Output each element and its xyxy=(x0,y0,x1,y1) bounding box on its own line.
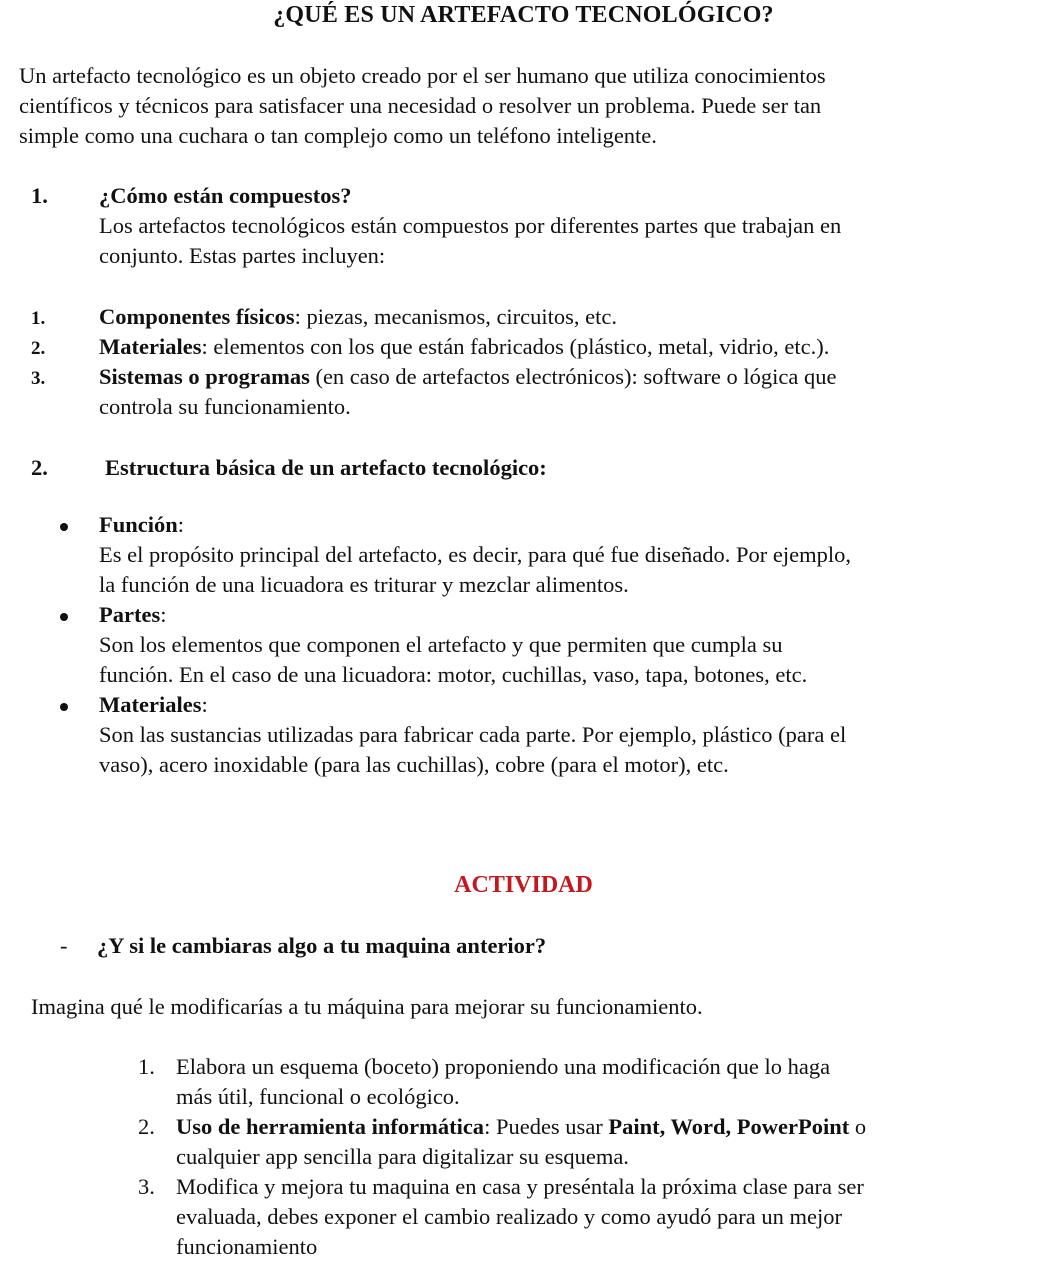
bullet-icon xyxy=(60,523,68,531)
bullet-line: vaso), acero inoxidable (para las cuchillas), cobre (para el motor), etc. xyxy=(99,752,729,777)
task-line: Modifica y mejora tu maquina en casa y preséntala la próxima clase para ser xyxy=(176,1174,864,1199)
item-number: 3. xyxy=(31,368,46,389)
bullet-term: Función xyxy=(99,512,178,537)
task-item xyxy=(0,1172,1047,1262)
item-term: Componentes físicos xyxy=(99,304,295,329)
activity-heading: ACTIVIDAD xyxy=(454,872,593,898)
task-number: 3. xyxy=(138,1174,155,1199)
bullet-item-partes: Partes: Son los elementos que componen el artefacto y que permiten que cumpla su función. En el caso de una licuadora: motor, cuchillas, vaso, tapa, botones, etc. xyxy=(0,600,1047,690)
bullet-icon xyxy=(60,703,68,711)
task-line: Elabora un esquema (boceto) proponiendo una modificación que lo haga xyxy=(176,1054,831,1079)
task-number: 2. xyxy=(138,1114,155,1139)
intro-line: científicos y técnicos para satisfacer una necesidad o resolver un problema. Puede ser tan xyxy=(19,93,822,118)
section2-heading-row xyxy=(0,453,1047,483)
section1-body xyxy=(99,211,841,271)
task-line: evaluada, debes exponer el cambio realizado y como ayudó para un mejor xyxy=(176,1204,842,1229)
section1-body-line: Los artefactos tecnológicos están compuestos por diferentes partes que trabajan en xyxy=(99,213,842,238)
intro-paragraph xyxy=(19,61,826,151)
bullet-icon xyxy=(60,613,68,621)
activity-question: ¿Y si le cambiaras algo a tu maquina anterior? xyxy=(97,933,547,958)
task-number: 1. xyxy=(138,1054,155,1079)
task-line: cualquier app sencilla para digitalizar su esquema. xyxy=(176,1144,629,1169)
task-item xyxy=(0,1052,1047,1112)
bullet-item-materiales: Materiales: Son las sustancias utilizadas para fabricar cada parte. Por ejemplo, plástico (para el vaso), acero inoxidable (para las cuchillas), cobre (para el motor), etc. xyxy=(0,690,1047,780)
section1-heading: ¿Cómo están compuestos? xyxy=(99,183,352,208)
bullet-line: Son las sustancias utilizadas para fabricar cada parte. Por ejemplo, plástico (para el xyxy=(99,722,847,747)
bullet-line: función. En el caso de una licuadora: motor, cuchillas, vaso, tapa, botones, etc. xyxy=(99,662,808,687)
item-term: Sistemas o programas xyxy=(99,364,310,389)
section1-body-line: conjunto. Estas partes incluyen: xyxy=(99,243,386,268)
intro-line: simple como una cuchara o tan complejo como un teléfono inteligente. xyxy=(19,123,657,148)
section2-number: 2. xyxy=(31,455,48,480)
page-title: ¿QUÉ ES UN ARTEFACTO TECNOLÓGICO? xyxy=(273,2,774,28)
task-term: Uso de herramienta informática xyxy=(176,1114,485,1139)
bullet-item-funcion: Función: Es el propósito principal del artefacto, es decir, para qué fue diseñado. Por ejemplo, la función de una licuadora es triturar y mezclar alimentos. xyxy=(0,510,1047,600)
list-item xyxy=(0,332,1047,362)
task-item: 2. Uso de herramienta informática: Puedes usar Paint, Word, PowerPoint o cualquier app sencilla para digitalizar su esquema. xyxy=(0,1112,1047,1172)
list-item xyxy=(0,362,1047,422)
item-number: 1. xyxy=(31,308,46,329)
item-text: : piezas, mecanismos, circuitos, etc. xyxy=(294,304,618,329)
section1-number: 1. xyxy=(31,183,48,208)
bullet-term: Partes xyxy=(99,602,161,627)
bullet-line: Son los elementos que componen el artefacto y que permiten que cumpla su xyxy=(99,632,783,657)
bullet-term: Materiales xyxy=(99,692,202,717)
task-tools: Paint, Word, PowerPoint xyxy=(608,1114,850,1139)
section1-heading-row xyxy=(0,181,1047,211)
section2-heading: Estructura básica de un artefacto tecnológico: xyxy=(105,455,547,480)
intro-line: Un artefacto tecnológico es un objeto creado por el ser humano que utiliza conocimientos xyxy=(19,63,826,88)
item-text: (en caso de artefactos electrónicos): software o lógica que xyxy=(309,364,837,389)
list-item xyxy=(0,302,1047,332)
task-line: más útil, funcional o ecológico. xyxy=(176,1084,460,1109)
item-number: 2. xyxy=(31,338,46,359)
activity-question-row xyxy=(0,931,1047,961)
item-continuation: controla su funcionamiento. xyxy=(99,394,351,419)
bullet-line: Es el propósito principal del artefacto, es decir, para qué fue diseñado. Por ejemplo, xyxy=(99,542,851,567)
bullet-line: la función de una licuadora es triturar y mezclar alimentos. xyxy=(99,572,629,597)
item-term: Materiales xyxy=(99,334,202,359)
activity-prompt: Imagina qué le modificarías a tu máquina para mejorar su funcionamiento. xyxy=(31,994,703,1019)
task-line: funcionamiento xyxy=(176,1234,318,1259)
item-text: : elementos con los que están fabricados (plástico, metal, vidrio, etc.). xyxy=(201,334,830,359)
dash-icon: - xyxy=(60,933,68,958)
